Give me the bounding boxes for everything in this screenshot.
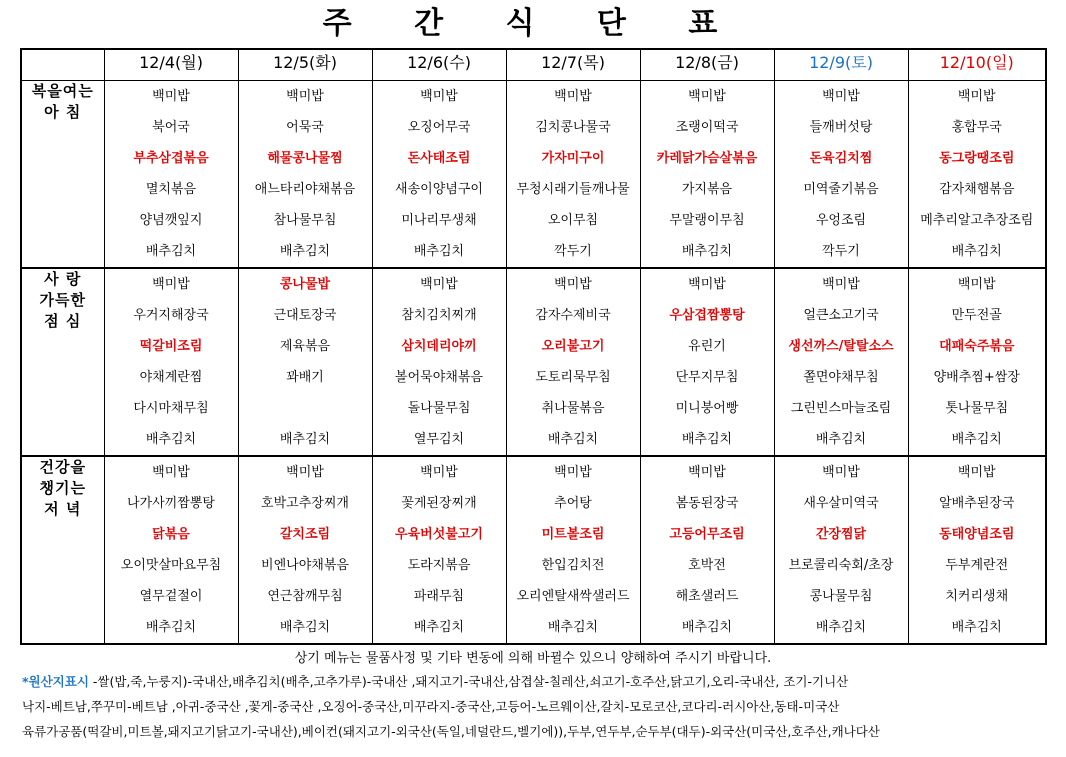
meal-row	[21, 268, 1046, 456]
menu-item-main-dish: 가자미구이	[541, 151, 605, 166]
menu-cell	[104, 268, 238, 456]
menu-item: 새송이양념구이	[395, 182, 483, 197]
menu-item: 배추김치	[951, 620, 1002, 635]
day-header: 12/4(월)	[104, 49, 238, 81]
menu-item: 배추김치	[547, 432, 599, 447]
menu-item-main-dish: 동태양념조림	[939, 527, 1015, 542]
menu-item: 우거지해장국	[133, 308, 209, 323]
menu-item: 알배추된장국	[939, 496, 1015, 511]
menu-item: 배추김치	[279, 244, 331, 259]
menu-item: 유린기	[688, 339, 726, 354]
menu-item: 백미밥	[554, 89, 592, 104]
menu-item: 백미밥	[554, 465, 592, 480]
menu-item: 백미밥	[688, 277, 726, 292]
menu-item-main-dish: 부추삼겹볶음	[133, 151, 209, 166]
menu-item: 백미밥	[554, 277, 592, 292]
menu-item: 야채계란찜	[139, 370, 203, 385]
menu-item: 배추김치	[413, 244, 465, 259]
meal-label-line: 저 녁	[44, 500, 82, 518]
menu-item: 백미밥	[152, 89, 190, 104]
menu-item: 근대토장국	[273, 308, 337, 323]
notice-text: 상기 메뉴는 물품사정 및 기타 변동에 의해 바뀔수 있으니 양해하여 주시기 바랍니다.	[294, 651, 772, 666]
menu-item-main-dish: 콩나물밥	[279, 277, 331, 292]
menu-cell	[774, 268, 908, 456]
menu-item: 콩나물무침	[809, 589, 873, 604]
menu-item: 톳나물무침	[945, 401, 1009, 416]
menu-item-main-dish: 미트볼조림	[541, 527, 605, 542]
menu-item: 볼어묵야채볶음	[395, 370, 483, 385]
day-header: 12/7(목)	[506, 49, 640, 81]
menu-cell	[640, 456, 774, 644]
menu-item-main-dish: 닭볶음	[152, 527, 190, 542]
menu-item: 백미밥	[420, 89, 458, 104]
meal-label	[21, 456, 104, 644]
menu-item: 무말랭이무침	[669, 213, 745, 228]
menu-item: 제육볶음	[279, 339, 331, 354]
menu-cell	[506, 456, 640, 644]
menu-cell	[908, 268, 1046, 456]
menu-item: 봄동된장국	[675, 496, 739, 511]
menu-item: 메추리알고추장조림	[920, 213, 1034, 228]
menu-item: 백미밥	[286, 89, 324, 104]
menu-item: 추어탕	[554, 496, 592, 511]
menu-item: 가지볶음	[681, 182, 733, 197]
menu-item: 백미밥	[957, 89, 996, 104]
meal-label-line: 챙기는	[39, 479, 86, 497]
menu-cell	[506, 81, 640, 269]
menu-item: 열무겉절이	[139, 589, 203, 604]
menu-item: 나가사끼짬뽕탕	[127, 496, 215, 511]
weekly-menu-table	[20, 48, 1047, 645]
menu-item: 해초샐러드	[675, 589, 739, 604]
menu-item: 백미밥	[957, 465, 996, 480]
menu-cell	[908, 81, 1046, 269]
menu-item: 김치콩나물국	[535, 120, 611, 135]
meal-label-line: 아 침	[44, 103, 82, 121]
menu-item: 배추김치	[547, 620, 599, 635]
menu-item: 만두전골	[951, 308, 1002, 323]
menu-cell	[372, 456, 506, 644]
menu-item: 배추김치	[815, 432, 867, 447]
menu-item: 백미밥	[152, 277, 190, 292]
menu-item: 감자수제비국	[535, 308, 611, 323]
menu-item-main-dish: 돈육김치찜	[809, 151, 873, 166]
menu-item: 미역줄기볶음	[803, 182, 879, 197]
menu-item: 백미밥	[420, 465, 458, 480]
menu-item: 홍합무국	[951, 120, 1002, 135]
menu-item: 치커리생채	[945, 589, 1009, 604]
menu-item: 꽃게된장찌개	[401, 496, 477, 511]
menu-item: 돌나물무침	[407, 401, 471, 416]
menu-item: 다시마채무침	[133, 401, 209, 416]
menu-cell	[774, 456, 908, 644]
menu-item-main-dish: 생선까스/탈탈소스	[788, 339, 894, 354]
menu-body	[21, 81, 1046, 645]
menu-item: 배추김치	[681, 620, 733, 635]
menu-item: 두부계란전	[945, 558, 1009, 573]
origin-line-2: 낙지-베트남,쭈꾸미-베트남 ,아귀-중국산 ,꽃게-중국산 ,오징어-중국산,미꾸라지-중국산,고등어-노르웨이산,갈치-모로코산,코다리-러시아산,동태-미국산	[22, 699, 840, 714]
menu-item: 배추김치	[951, 244, 1002, 259]
menu-item: 백미밥	[957, 277, 996, 292]
menu-item: 배추김치	[681, 432, 733, 447]
menu-item: 감자채햄볶음	[939, 182, 1015, 197]
menu-cell	[908, 456, 1046, 644]
menu-item: 호박전	[688, 558, 726, 573]
menu-item: 우엉조림	[815, 213, 867, 228]
menu-item: 양념깻잎지	[139, 213, 203, 228]
day-header: 12/6(수)	[372, 49, 506, 81]
menu-item: 미나리무생채	[401, 213, 477, 228]
menu-item: 북어국	[152, 120, 190, 135]
menu-item: 배추김치	[815, 620, 867, 635]
menu-item: 도라지볶음	[407, 558, 471, 573]
origin-text: -쌀(밥,죽,누룽지)-국내산,배추김치(배추,고추가루)-국내산 ,돼지고기-국내산,삼겹살-칠레산,쇠고기-호주산,닭고기,오리-국내산, 조기-기니산	[88, 674, 849, 689]
origin-label: *원산지표시	[22, 674, 89, 689]
menu-item-main-dish: 돈사태조림	[407, 151, 471, 166]
menu-item: 그린빈스마늘조림	[790, 401, 892, 416]
menu-item: 들깨버섯탕	[809, 120, 873, 135]
origin-line-1	[22, 670, 848, 694]
meal-label-line: 가득한	[39, 291, 86, 309]
menu-item: 열무김치	[413, 432, 465, 447]
meal-label-line: 점 심	[44, 312, 82, 330]
menu-item-main-dish: 삼치데리야끼	[401, 339, 477, 354]
menu-item: 쫄면야채무침	[803, 370, 879, 385]
menu-item: 배추김치	[145, 432, 197, 447]
day-header-sunday: 12/10(일)	[908, 49, 1046, 81]
menu-item: 배추김치	[145, 620, 197, 635]
menu-item-main-dish: 우삼겹짬뽕탕	[669, 308, 745, 323]
menu-item-main-dish: 갈치조림	[279, 527, 331, 542]
menu-item-main-dish: 우육버섯불고기	[395, 527, 483, 542]
menu-item: 미니붕어빵	[675, 401, 739, 416]
menu-item	[239, 393, 372, 424]
header-corner-cell	[21, 49, 104, 81]
menu-item: 양배추찜+쌈장	[933, 370, 1020, 385]
menu-item: 비엔나야채볶음	[261, 558, 349, 573]
menu-item-main-dish: 동그랑땡조림	[939, 151, 1015, 166]
menu-cell	[506, 268, 640, 456]
menu-item: 연근참깨무침	[267, 589, 343, 604]
meal-label-line: 복을여는	[31, 82, 94, 100]
menu-item: 배추김치	[279, 620, 331, 635]
menu-item: 단무지무침	[675, 370, 739, 385]
menu-cell	[104, 81, 238, 269]
menu-item: 백미밥	[420, 277, 458, 292]
menu-item-main-dish: 간장찜닭	[815, 527, 867, 542]
menu-item: 조랭이떡국	[675, 120, 739, 135]
origin-line-3: 육류가공품(떡갈비,미트볼,돼지고기닭고기-국내산),베이컨(돼지고기-외국산(독일,네덜란드,벨기에)),두부,연두부,순두부(대두)-외국산(미국산,호주산,캐나다산	[22, 724, 880, 739]
menu-item: 배추김치	[279, 432, 331, 447]
menu-item-main-dish: 대패숙주볶음	[939, 339, 1015, 354]
menu-item-main-dish: 해물콩나물찜	[267, 151, 343, 166]
meal-label	[21, 268, 104, 456]
day-header: 12/8(금)	[640, 49, 774, 81]
meal-row	[21, 456, 1046, 644]
menu-item: 배추김치	[681, 244, 733, 259]
menu-item: 깍두기	[822, 244, 860, 259]
menu-item: 배추김치	[145, 244, 197, 259]
menu-item: 브로콜리숙회/초장	[788, 558, 894, 573]
menu-item: 새우살미역국	[803, 496, 879, 511]
menu-item-main-dish: 떡갈비조림	[139, 339, 203, 354]
menu-item: 백미밥	[688, 465, 726, 480]
menu-item: 배추김치	[413, 620, 465, 635]
menu-item: 어묵국	[286, 120, 324, 135]
menu-item: 취나물볶음	[541, 401, 605, 416]
day-header-row	[21, 49, 1046, 81]
menu-cell	[372, 81, 506, 269]
menu-item: 오징어무국	[407, 120, 471, 135]
menu-item: 호박고추장찌개	[261, 496, 349, 511]
menu-item-main-dish: 고등어무조림	[669, 527, 745, 542]
meal-label-line: 사 랑	[44, 270, 82, 288]
menu-item: 멸치볶음	[145, 182, 197, 197]
menu-item: 백미밥	[822, 89, 860, 104]
menu-item: 배추김치	[951, 432, 1002, 447]
menu-item: 오리엔탈새싹샐러드	[516, 589, 630, 604]
menu-item: 무청시래기들깨나물	[516, 182, 630, 197]
menu-cell	[640, 81, 774, 269]
menu-item: 백미밥	[286, 465, 324, 480]
menu-item-main-dish: 카레닭가슴살볶음	[656, 151, 758, 166]
menu-item: 참나물무침	[273, 213, 337, 228]
meal-label-line: 건강을	[39, 458, 86, 476]
meal-row	[21, 81, 1046, 269]
menu-item-main-dish: 오리불고기	[541, 339, 605, 354]
menu-item: 꽈배기	[286, 370, 324, 385]
menu-cell	[238, 456, 372, 644]
menu-cell	[238, 268, 372, 456]
page-title: 주 간 식 단 표	[322, 6, 744, 41]
menu-item: 백미밥	[688, 89, 726, 104]
menu-cell	[640, 268, 774, 456]
menu-item: 깍두기	[554, 244, 592, 259]
menu-item: 오이맛살마요무침	[120, 558, 222, 573]
menu-cell	[372, 268, 506, 456]
menu-item: 참치김치찌개	[401, 308, 477, 323]
menu-cell	[238, 81, 372, 269]
menu-item: 도토리묵무침	[535, 370, 611, 385]
menu-item: 한입김치전	[541, 558, 605, 573]
meal-label	[21, 81, 104, 269]
menu-cell	[104, 456, 238, 644]
menu-item: 백미밥	[822, 465, 860, 480]
day-header-saturday: 12/9(토)	[774, 49, 908, 81]
menu-item: 애느타리야채볶음	[254, 182, 356, 197]
menu-item: 오이무침	[547, 213, 599, 228]
menu-item: 백미밥	[822, 277, 860, 292]
menu-item: 백미밥	[152, 465, 190, 480]
menu-item: 파래무침	[413, 589, 465, 604]
menu-item: 얼큰소고기국	[803, 308, 879, 323]
menu-cell	[774, 81, 908, 269]
day-header: 12/5(화)	[238, 49, 372, 81]
